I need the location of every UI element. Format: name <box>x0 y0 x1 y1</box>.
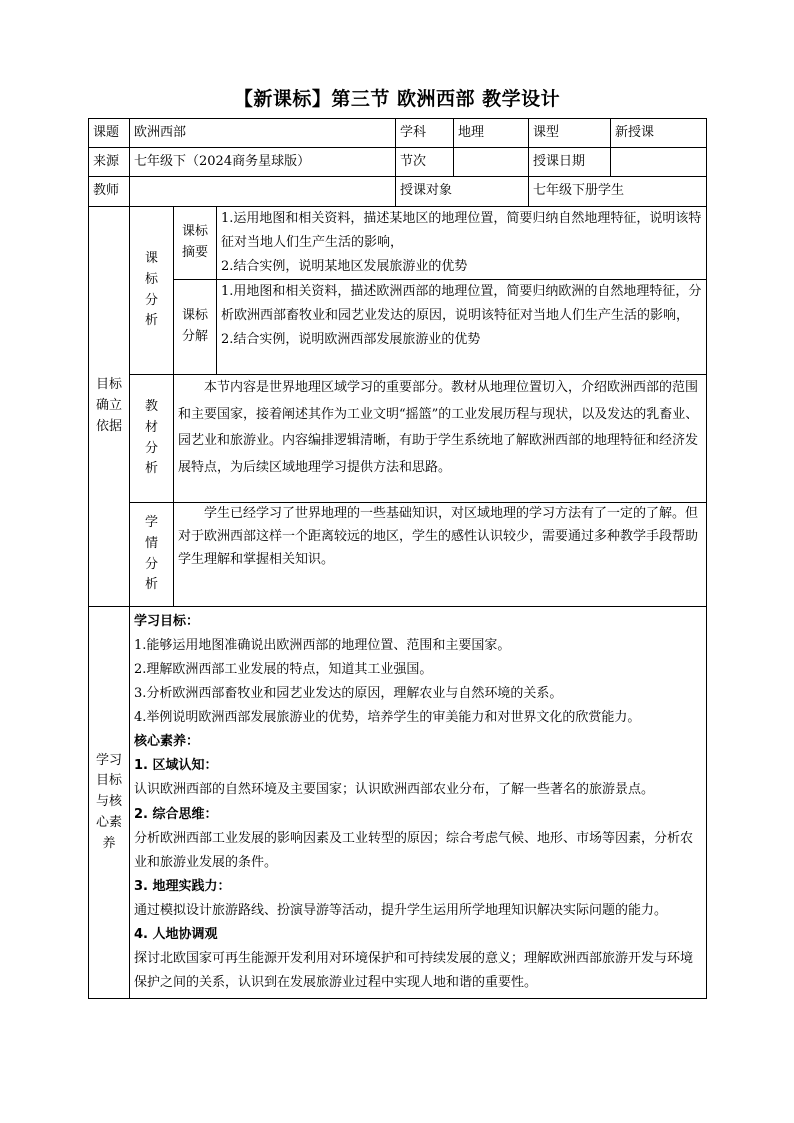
standard-summary-label <box>174 207 217 280</box>
textbook-analysis-content <box>174 375 707 503</box>
header-row-2 <box>89 148 707 177</box>
goal-basis-line-1: 目标 <box>95 377 122 393</box>
student-analysis-label <box>130 503 174 607</box>
standard-breakdown-row <box>89 280 707 375</box>
label-source: 来源 <box>89 148 130 177</box>
student-analysis-char-2: 情 <box>144 535 158 551</box>
standard-summary-item: 1.运用地图和相关资料，描述某地区的地理位置，简要归纳自然地理特征，说明该特征对当地人们生产生活的影响， <box>221 211 702 251</box>
objective-item: 1.能够运用地图准确说出欧洲西部的地理位置、范围和主要国家。 <box>134 638 511 654</box>
standard-analysis-label <box>130 207 174 375</box>
value-teacher <box>130 177 396 207</box>
literacy-text: 通过模拟设计旅游路线、扮演导游等活动，提升学生运用所学地理知识解决实际问题的能力。 <box>134 902 668 918</box>
textbook-analysis-char-2: 材 <box>144 419 158 435</box>
standard-analysis-char-1: 课 <box>144 250 158 266</box>
value-session <box>454 148 529 177</box>
literacy-heading: 4. 人地协调观 <box>134 926 218 942</box>
student-analysis-text: 学生已经学习了世界地理的一些基础知识，对区域地理的学习方法有了一定的了解。但对于欧洲西部这样一个距离较远的地区，学生的感性认识较少，需要通过多种教学手段帮助学生理解和掌握相关知识。 <box>178 506 699 567</box>
document-title: 【新课标】第三节 欧洲西部 教学设计 <box>233 88 561 110</box>
textbook-analysis-label <box>130 375 174 503</box>
standard-analysis-char-2: 标 <box>144 271 158 287</box>
student-analysis-content <box>174 503 707 607</box>
student-analysis-char-3: 分 <box>144 556 158 572</box>
textbook-analysis-char-4: 析 <box>144 461 158 477</box>
objectives-title: 学习目标： <box>134 614 200 630</box>
literacy-title: 核心素养： <box>134 734 200 750</box>
learning-label <box>89 607 130 999</box>
learning-content <box>130 607 707 999</box>
textbook-analysis-text: 本节内容是世界地理区域学习的重要部分。教材从地理位置切入，介绍欧洲西部的范围和主要国家，接着阐述其作为工业文明“摇篮”的工业发展历程与现状，以及发达的乳畜业、园艺业和旅游业。内容编排逻辑清晰，有助于学生系统地了解欧洲西部的地理特征和经济发展特点，为后续区域地理学习提供方法和思路。 <box>178 380 699 476</box>
standard-breakdown-item: 1.用地图和相关资料，描述欧洲西部的地理位置，简要归纳欧洲的自然地理特征，分析欧洲西部畜牧业和园艺业发达的原因，说明该特征对当地人们生产生活的影响， <box>221 284 702 324</box>
learning-line-5: 养 <box>102 835 116 851</box>
literacy-text: 分析欧洲西部工业发展的影响因素及工业转型的原因；综合考虑气候、地形、市场等因素，分析农业和旅游业发展的条件。 <box>134 830 694 870</box>
learning-line-3: 与核 <box>95 794 122 810</box>
standard-summary-row <box>89 207 707 280</box>
value-source: 七年级下（2024商务星球版） <box>130 148 396 177</box>
standard-breakdown-line-1: 课标 <box>181 308 208 324</box>
header-row-3 <box>89 177 707 207</box>
standard-summary-line-1: 课标 <box>181 224 208 240</box>
literacy-text: 认识欧洲西部的自然环境及主要国家；认识欧洲西部农业分布，了解一些著名的旅游景点。 <box>134 782 655 798</box>
learning-line-2: 目标 <box>95 773 122 789</box>
standard-summary-line-2: 摘要 <box>181 245 208 261</box>
standard-summary-content <box>217 207 707 280</box>
goal-basis-label <box>89 207 130 607</box>
learning-line-1: 学习 <box>95 752 122 768</box>
textbook-analysis-row <box>89 375 707 503</box>
label-subject: 学科 <box>396 119 454 148</box>
value-teaching-date <box>611 148 707 177</box>
student-analysis-char-4: 析 <box>144 577 158 593</box>
literacy-heading: 1. 区域认知： <box>134 758 218 774</box>
standard-breakdown-label <box>174 280 217 375</box>
objective-item: 4.举例说明欧洲西部发展旅游业的优势，培养学生的审美能力和对世界文化的欣赏能力。 <box>134 710 641 726</box>
student-analysis-char-1: 学 <box>144 515 158 531</box>
standard-analysis-char-3: 分 <box>144 292 158 308</box>
value-audience: 七年级下册学生 <box>529 177 707 207</box>
literacy-heading: 3. 地理实践力： <box>134 878 231 894</box>
label-lesson-type: 课型 <box>529 119 611 148</box>
objective-item: 3.分析欧洲西部畜牧业和园艺业发达的原因，理解农业与自然环境的关系。 <box>134 686 563 702</box>
label-teacher: 教师 <box>89 177 130 207</box>
objective-item: 2.理解欧洲西部工业发展的特点，知道其工业强国。 <box>134 662 433 678</box>
textbook-analysis-char-1: 教 <box>144 399 158 415</box>
value-subject: 地理 <box>454 119 529 148</box>
standard-breakdown-content <box>217 280 707 375</box>
label-session: 节次 <box>396 148 454 177</box>
standard-summary-item: 2.结合实例，说明某地区发展旅游业的优势 <box>221 259 468 275</box>
literacy-text: 探讨北欧国家可再生能源开发利用对环境保护和可持续发展的意义；理解欧洲西部旅游开发与环境保护之间的关系，认识到在发展旅游业过程中实现人地和谐的重要性。 <box>134 950 694 990</box>
value-topic: 欧洲西部 <box>130 119 396 148</box>
label-topic: 课题 <box>89 119 130 148</box>
literacy-heading: 2. 综合思维： <box>134 806 218 822</box>
learning-line-4: 心素 <box>95 814 122 830</box>
student-analysis-row <box>89 503 707 607</box>
label-teaching-date: 授课日期 <box>529 148 611 177</box>
standard-breakdown-item: 2.结合实例，说明欧洲西部发展旅游业的优势 <box>221 332 481 348</box>
goal-basis-line-3: 依据 <box>95 418 122 434</box>
standard-breakdown-line-2: 分解 <box>181 329 208 345</box>
standard-analysis-char-4: 析 <box>144 313 158 329</box>
lesson-plan-table <box>88 118 707 999</box>
textbook-analysis-char-3: 分 <box>144 440 158 456</box>
goal-basis-line-2: 确立 <box>95 398 122 414</box>
value-lesson-type: 新授课 <box>611 119 707 148</box>
label-audience: 授课对象 <box>396 177 529 207</box>
header-row-1 <box>89 119 707 148</box>
learning-row <box>89 607 707 999</box>
